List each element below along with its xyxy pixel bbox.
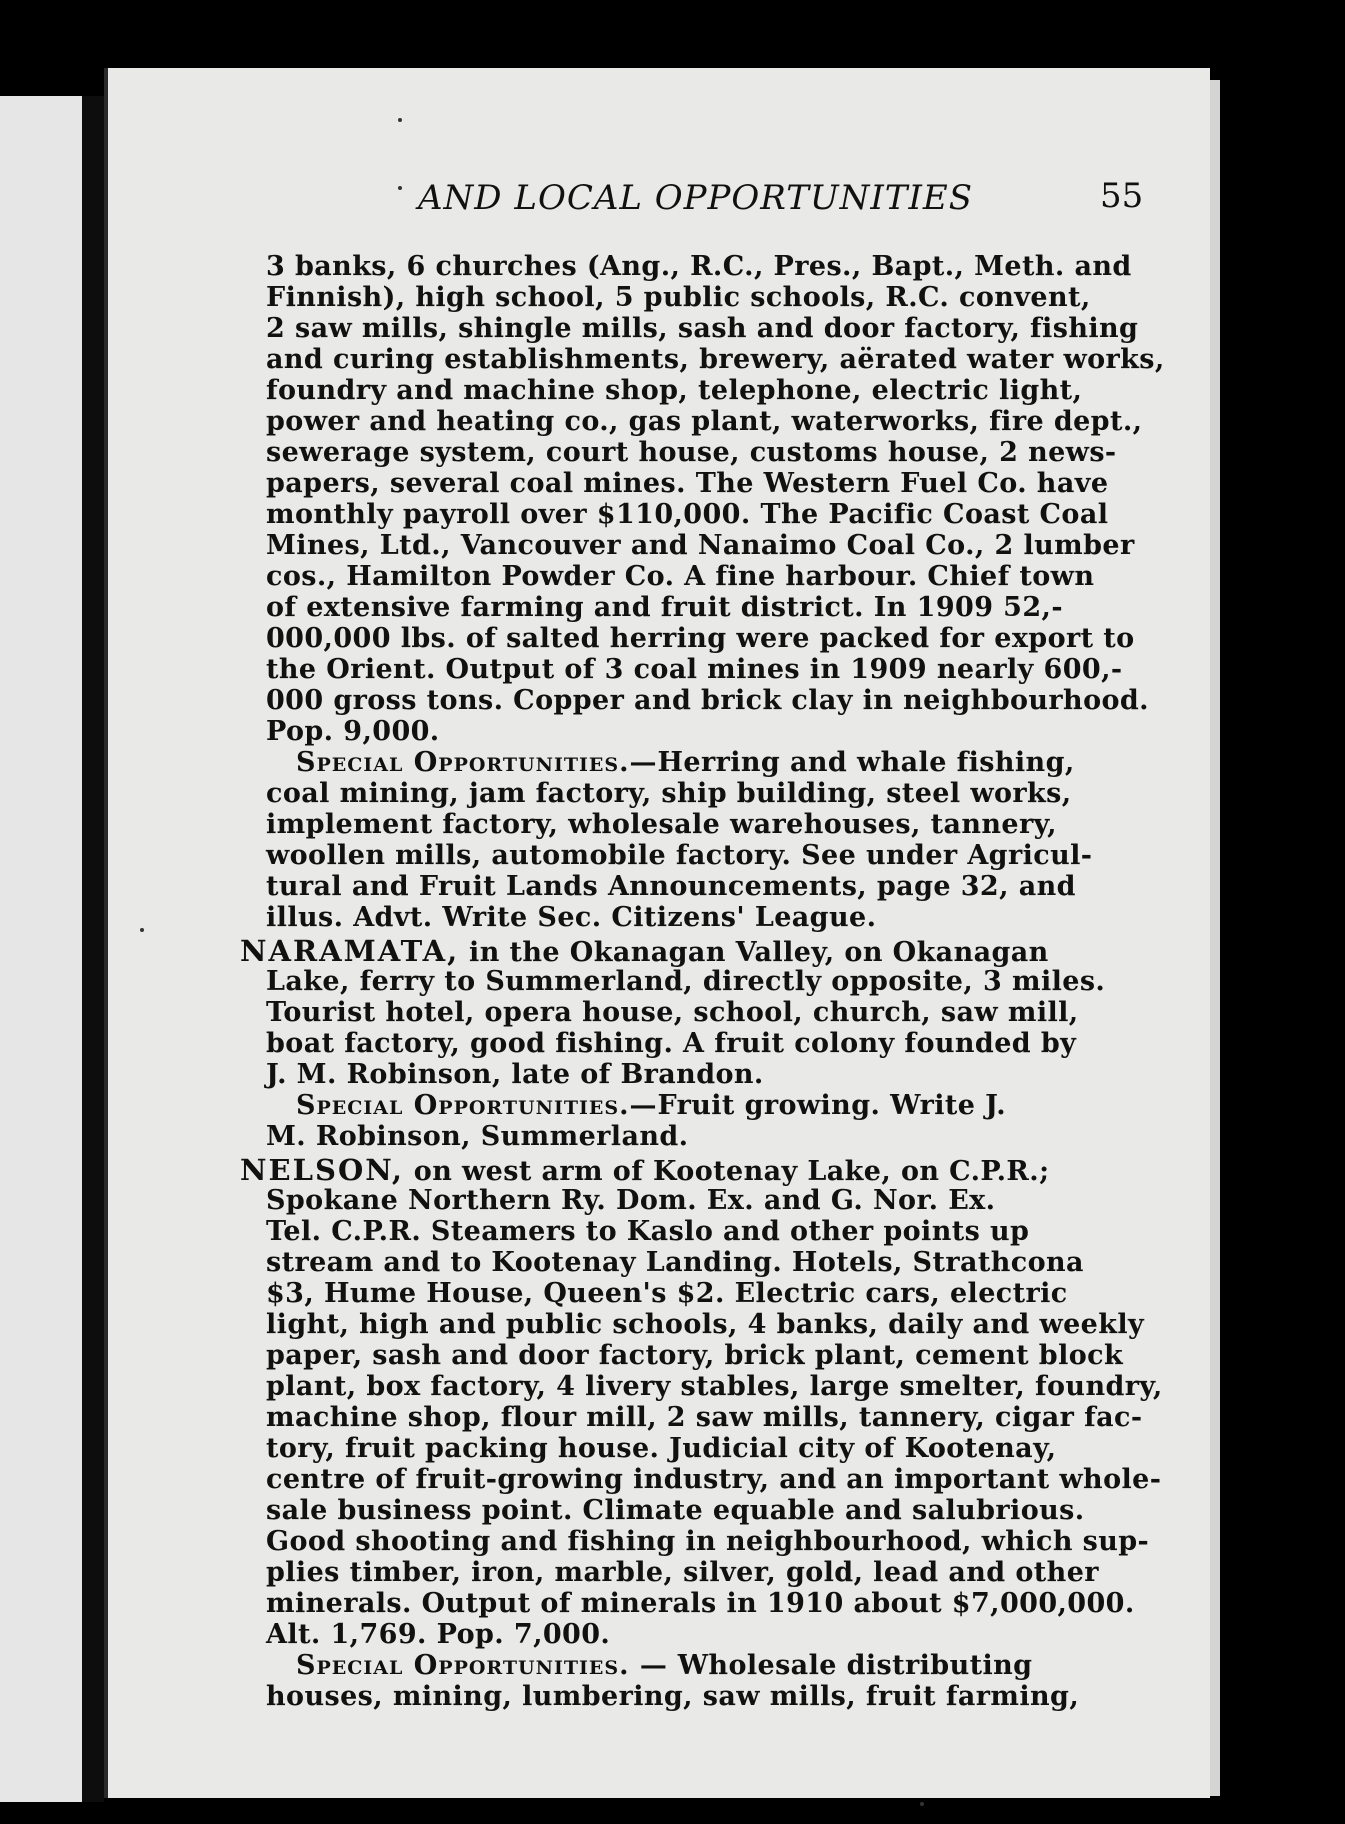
special-opportunities-line bbox=[296, 748, 1075, 778]
text-line: foundry and machine shop, telephone, electric light, bbox=[266, 375, 1083, 406]
text-line: Fruit growing. Write J. bbox=[657, 1090, 1007, 1121]
text-line: Finnish), high school, 5 public schools, R.C. convent, bbox=[266, 282, 1091, 313]
text-line: centre of fruit-growing industry, and an important whole- bbox=[266, 1464, 1162, 1495]
text-line: coal mining, jam factory, ship building, steel works, bbox=[266, 778, 1072, 809]
text-line: Tourist hotel, opera house, school, church, saw mill, bbox=[266, 997, 1079, 1028]
text-line: cos., Hamilton Powder Co. A fine harbour. Chief town bbox=[266, 561, 1095, 592]
entry-naramata-line bbox=[240, 936, 1049, 968]
special-opportunities-label: Special Opportunities.— bbox=[296, 1090, 658, 1121]
text-line: tural and Fruit Lands Announcements, page 32, and bbox=[266, 871, 1076, 902]
text-line: woollen mills, automobile factory. See under Agricul- bbox=[266, 840, 1093, 871]
entry-heading-nelson: NELSON, bbox=[240, 1153, 404, 1187]
text-line: Mines, Ltd., Vancouver and Nanaimo Coal Co., 2 lumber bbox=[266, 530, 1135, 561]
text-line: houses, mining, lumbering, saw mills, fruit farming, bbox=[266, 1681, 1080, 1712]
page-number: 55 bbox=[1100, 176, 1144, 216]
text-line: on west arm of Kootenay Lake, on C.P.R.; bbox=[413, 1156, 1050, 1187]
entry-heading-naramata: NARAMATA, bbox=[240, 934, 460, 968]
text-line: sewerage system, court house, customs house, 2 news- bbox=[266, 437, 1117, 468]
text-line: Herring and whale fishing, bbox=[657, 747, 1075, 778]
special-opportunities-label: Special Opportunities. — bbox=[296, 1650, 668, 1681]
text-line: of extensive farming and fruit district. In 1909 52,- bbox=[266, 592, 1063, 623]
text-line: light, high and public schools, 4 banks, daily and weekly bbox=[266, 1309, 1145, 1340]
text-line: M. Robinson, Summerland. bbox=[266, 1121, 689, 1152]
text-line: 2 saw mills, shingle mills, sash and door factory, fishing bbox=[266, 313, 1139, 344]
text-line: power and heating co., gas plant, waterworks, fire dept., bbox=[266, 406, 1143, 437]
running-header: AND LOCAL OPPORTUNITIES bbox=[418, 178, 974, 218]
text-line: illus. Advt. Write Sec. Citizens' League. bbox=[266, 902, 877, 933]
text-line: Tel. C.P.R. Steamers to Kaslo and other points up bbox=[266, 1216, 1030, 1247]
text-line: $3, Hume House, Queen's $2. Electric cars, electric bbox=[266, 1278, 1068, 1309]
text-line: implement factory, wholesale warehouses, tannery, bbox=[266, 809, 1057, 840]
special-opportunities-line bbox=[296, 1651, 1032, 1681]
text-line: 000,000 lbs. of salted herring were packed for export to bbox=[266, 623, 1135, 654]
text-line: Pop. 9,000. bbox=[266, 716, 440, 747]
text-line: Good shooting and fishing in neighbourhood, which sup- bbox=[266, 1526, 1150, 1557]
text-line: plies timber, iron, marble, silver, gold, lead and other bbox=[266, 1557, 1099, 1588]
special-opportunities-label: Special Opportunities.— bbox=[296, 747, 658, 778]
text-line: paper, sash and door factory, brick plant, cement block bbox=[266, 1340, 1124, 1371]
text-line: boat factory, good fishing. A fruit colony founded by bbox=[266, 1028, 1077, 1059]
text-line: Lake, ferry to Summerland, directly opposite, 3 miles. bbox=[266, 966, 1106, 997]
text-line: in the Okanagan Valley, on Okanagan bbox=[469, 937, 1049, 968]
text-line: plant, box factory, 4 livery stables, large smelter, foundry, bbox=[266, 1371, 1163, 1402]
text-line: Alt. 1,769. Pop. 7,000. bbox=[266, 1619, 611, 1650]
text-line: J. M. Robinson, late of Brandon. bbox=[266, 1059, 764, 1090]
text-line: Spokane Northern Ry. Dom. Ex. and G. Nor. Ex. bbox=[266, 1185, 996, 1216]
text-line: machine shop, flour mill, 2 saw mills, tannery, cigar fac- bbox=[266, 1402, 1143, 1433]
text-line: and curing establishments, brewery, aërated water works, bbox=[266, 344, 1165, 375]
entry-nelson-line bbox=[240, 1155, 1049, 1187]
special-opportunities-line bbox=[296, 1091, 1006, 1121]
text-line: papers, several coal mines. The Western Fuel Co. have bbox=[266, 468, 1109, 499]
text-line: sale business point. Climate equable and salubrious. bbox=[266, 1495, 1085, 1526]
text-line: the Orient. Output of 3 coal mines in 1909 nearly 600,- bbox=[266, 654, 1123, 685]
text-line: 3 banks, 6 churches (Ang., R.C., Pres., Bapt., Meth. and bbox=[266, 251, 1132, 282]
text-line: tory, fruit packing house. Judicial city of Kootenay, bbox=[266, 1433, 1057, 1464]
text-line: 000 gross tons. Copper and brick clay in neighbourhood. bbox=[266, 685, 1149, 716]
text-line: stream and to Kootenay Landing. Hotels, Strathcona bbox=[266, 1247, 1084, 1278]
text-line: Wholesale distributing bbox=[677, 1650, 1033, 1681]
text-line: minerals. Output of minerals in 1910 about $7,000,000. bbox=[266, 1588, 1135, 1619]
text-line: monthly payroll over $110,000. The Pacific Coast Coal bbox=[266, 499, 1109, 530]
